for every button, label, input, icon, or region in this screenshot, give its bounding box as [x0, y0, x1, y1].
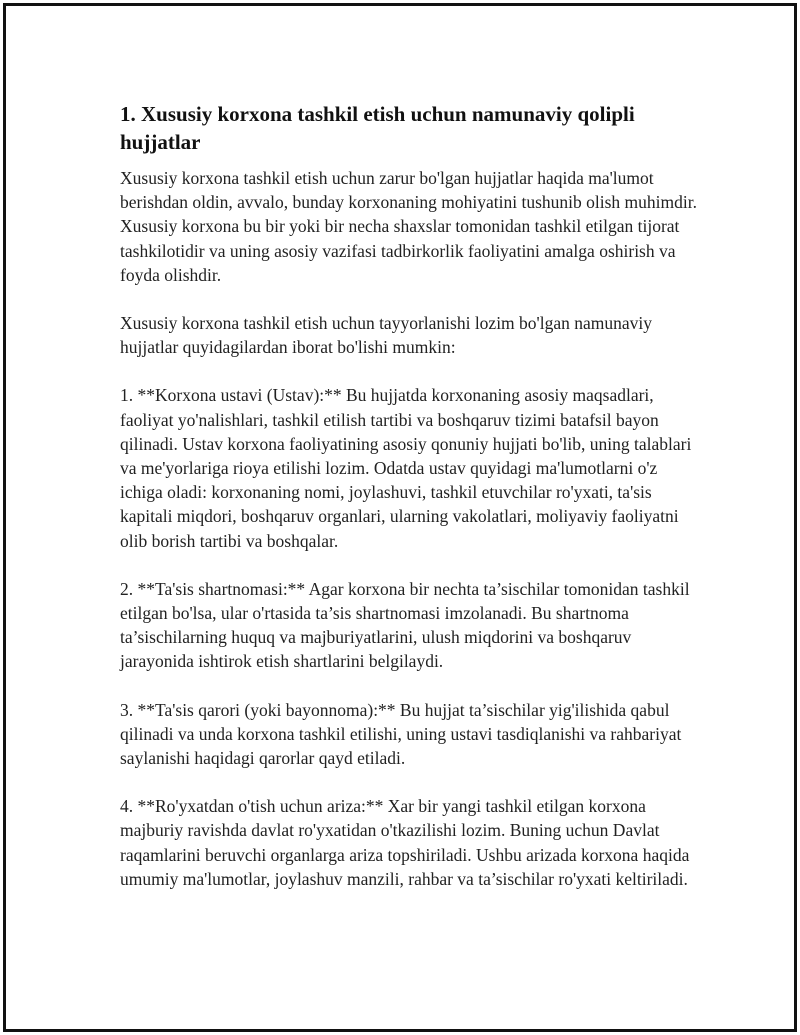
paragraph-item-royxat-ariza: 4. **Ro'yxatdan o'tish uchun ariza:** Xar bir yangi tashkil etilgan korxona majburiy ravishda davlat ro'yxatidan o'tkazilishi lozim. Buning uchun Davlat raqamlarini beruvchi organlarga ariza topshiriladi. Ushbu arizada korxona haqida umumiy ma'lumotlar, joylashuv manzili, rahbar va ta’sischilar ro'yxati keltiriladi.: [120, 796, 690, 889]
paragraph-list-intro: Xususiy korxona tashkil etish uchun tayyorlanishi lozim bo'lgan namunaviy hujjatlar quyidagilardan iborat bo'lishi mumkin:: [120, 313, 652, 358]
paragraph-item-ustav: 1. **Korxona ustavi (Ustav):** Bu hujjatda korxonaning asosiy maqsadlari, faoliyat yo'nalishlari, tashkil etilish tartibi va boshqaruv tizimi batafsil bayon qilinadi. Ustav korxona faoliyatining asosiy qonuniy hujjati bo'lib, uning talablari va me'yorlariga rioya etilishi lozim. Odatda ustav quyidagi ma'lumotlarni o'z ichiga oladi: korxonaning nomi, joylashuvi, tashkil etuvchilar ro'yxati, ta'sis kapitali miqdori, boshqaruv organlari, ularning vakolatlari, moliyaviy faoliyatni olib borish tartibi va boshqalar.: [120, 385, 692, 551]
document-page: [3, 3, 797, 1032]
document-heading: 1. Xususiy korxona tashkil etish uchun namunaviy qolipli hujjatlar: [120, 102, 635, 154]
paragraph-item-tasis-shartnomasi: 2. **Ta'sis shartnomasi:** Agar korxona bir nechta ta’sischilar tomonidan tashkil etilgan bo'lsa, ular o'rtasida ta’sis shartnomasi imzolanadi. Bu shartnoma ta’sischilarning huquq va majburiyatlarini, ulush miqdorini va boshqaruv jarayonida ishtirok etish shartlarini belgilaydi.: [120, 578, 690, 672]
paragraph-item-tasis-qarori: 3. **Ta'sis qarori (yoki bayonnoma):** Bu hujjat ta’sischilar yig'ilishida qabul qilinadi va unda korxona tashkil etilishi, uning ustavi tasdiqlanishi va rahbariyat saylanishi haqidagi qarorlar qayd etiladi.: [120, 699, 682, 769]
paragraph-intro: Xususiy korxona tashkil etish uchun zarur bo'lgan hujjatlar haqida ma'lumot berishdan oldin, avvalo, bunday korxonaning mohiyatini tushunib olish muhimdir. Xususiy korxona bu bir yoki bir necha shaxslar tomonidan tashkil etilgan tijorat tashkilotidir va uning asosiy vazifasi tadbirkorlik faoliyatini amalga oshirish va foyda olishdir.: [120, 168, 697, 285]
document-body: [120, 100, 700, 915]
